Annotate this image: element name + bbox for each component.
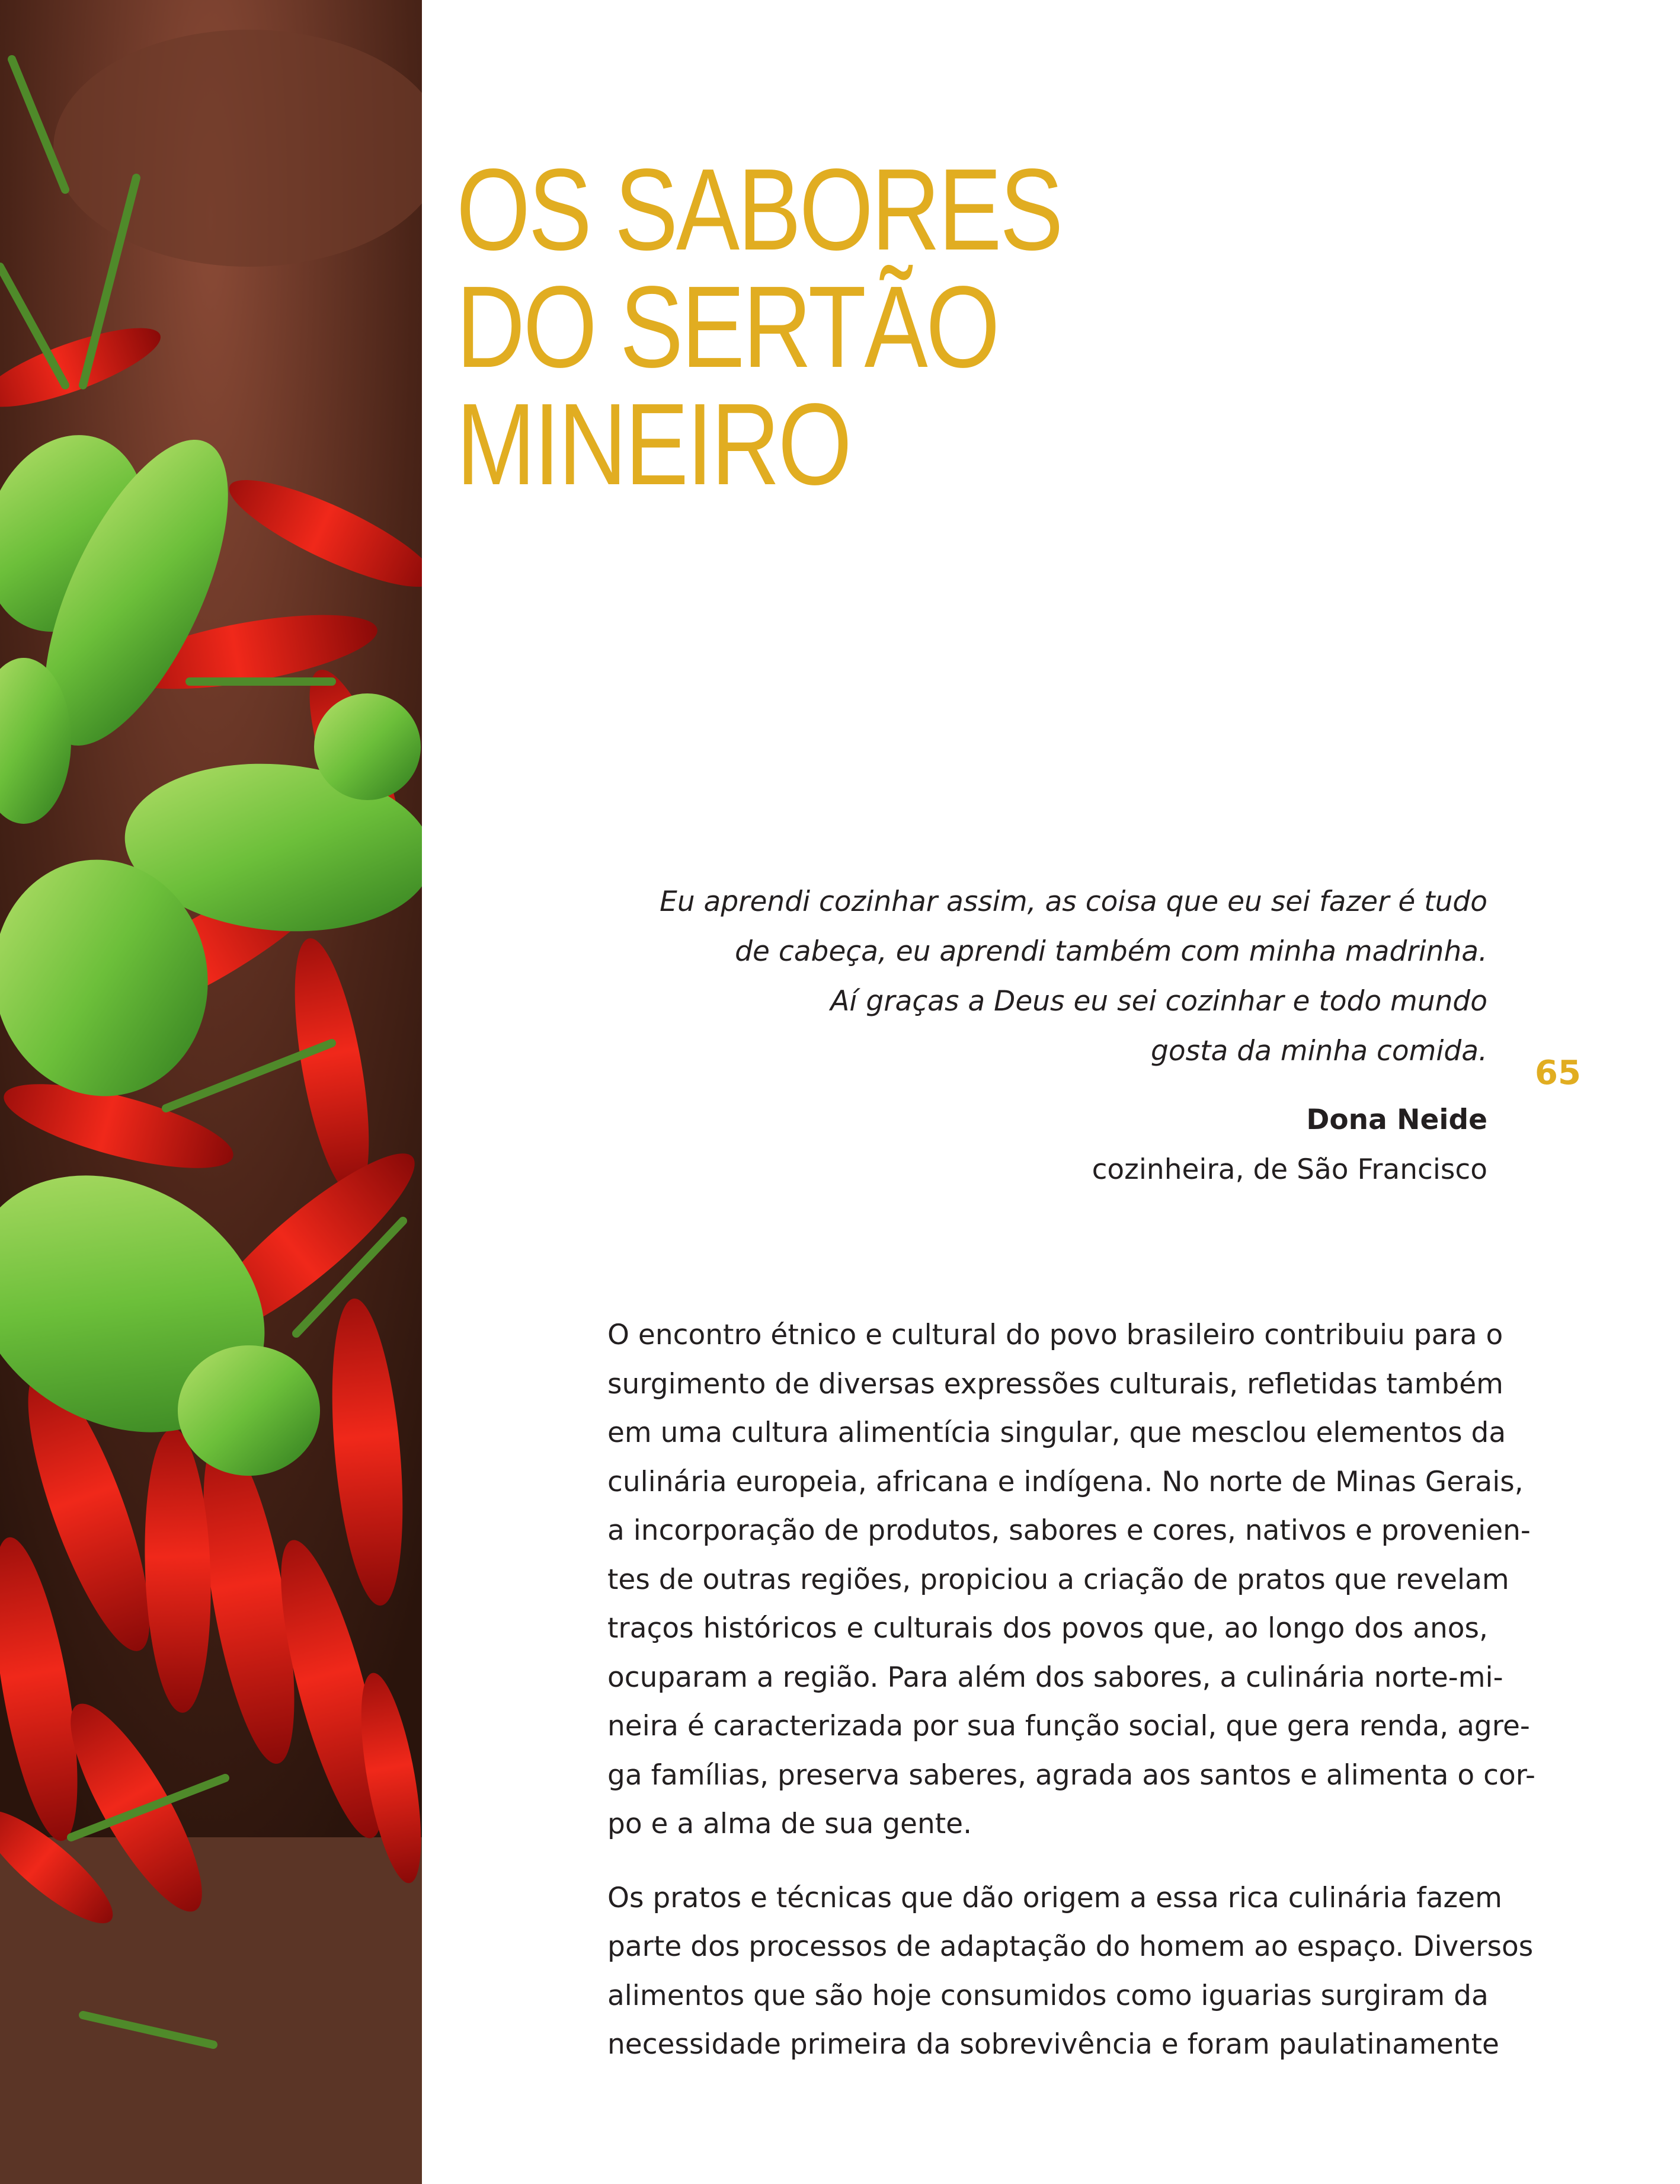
title-line-1: OS SABORES [456,145,1062,274]
body-text [607,1311,1535,2095]
chili-peppers-image [0,0,422,2184]
body-line: necessidade primeira da sobrevivência e foram paulatinamente [607,2028,1499,2061]
body-line: Os pratos e técnicas que dão origem a essa rica culinária fazem [607,1881,1502,1914]
title-line-2: DO SERTÃO [456,262,999,392]
body-line: O encontro étnico e cultural do povo brasileiro contribuiu para o [607,1319,1503,1351]
body-line: ga famílias, preserva saberes, agrada aos santos e alimenta o cor- [607,1758,1535,1792]
chili-peppers-photo [0,0,422,2184]
page-title [456,145,1062,509]
body-line: po e a alma de sua gente. [607,1808,972,1840]
quote-author-role: cozinheira, de São Francisco [1092,1153,1487,1186]
epigraph-quote [652,877,1487,1076]
quote-attribution [770,1095,1487,1195]
body-line: em uma cultura alimentícia singular, que mesclou elementos da [607,1416,1506,1449]
body-line: alimentos que são hoje consumidos como iguarias surgiram da [607,1979,1489,2012]
body-line: traços históricos e culturais dos povos que, ao longo dos anos, [607,1612,1488,1645]
body-line: ocuparam a região. Para além dos sabores, a culinária norte-mi- [607,1661,1503,1694]
page-number: 65 [1535,1054,1581,1092]
body-line: tes de outras regiões, propiciou a criação de pratos que revelam [607,1563,1509,1596]
body-line: surgimento de diversas expressões culturais, refletidas também [607,1367,1503,1400]
quote-line-3: Aí graças a Deus eu sei cozinhar e todo mundo [830,985,1487,1018]
quote-author: Dona Neide [1306,1104,1487,1136]
quote-line-2: de cabeça, eu aprendi também com minha madrinha. [735,935,1487,968]
title-line-3: MINEIRO [456,379,850,509]
paragraph-2 [607,1874,1534,2070]
body-line: parte dos processos de adaptação do homem ao espaço. Diversos [607,1930,1534,1963]
body-line: neira é caracterizada por sua função social, que gera renda, agre- [607,1710,1530,1742]
body-line: culinária europeia, africana e indígena. No norte de Minas Gerais, [607,1465,1524,1498]
body-line: a incorporação de produtos, sabores e cores, nativos e provenien- [607,1514,1531,1547]
quote-line-1: Eu aprendi cozinhar assim, as coisa que eu sei fazer é tudo [660,885,1487,918]
paragraph-1 [607,1311,1535,1849]
quote-line-4: gosta da minha comida. [1151,1035,1487,1067]
